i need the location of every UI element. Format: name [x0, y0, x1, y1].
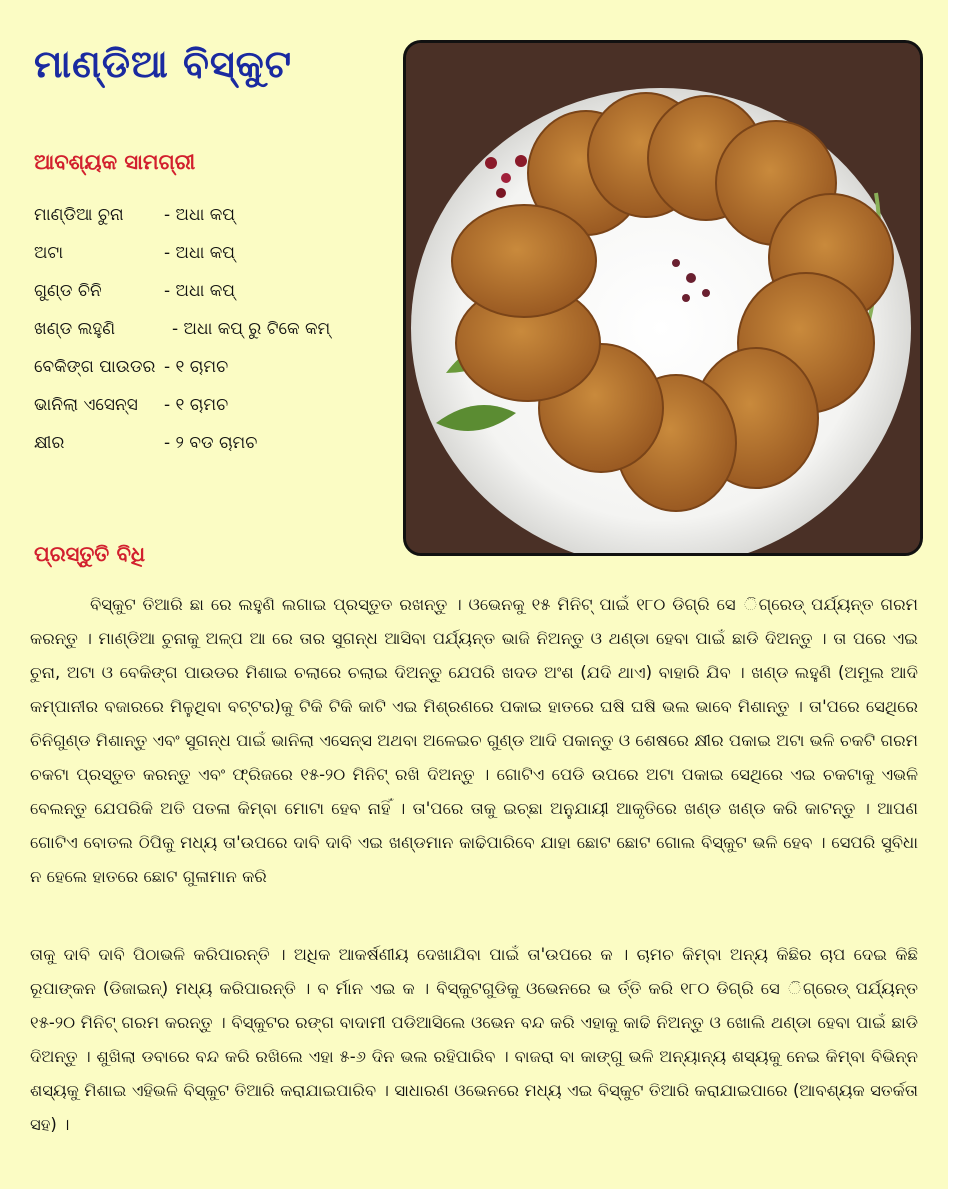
ingredient-item — [34, 234, 330, 272]
method-paragraph: ବିସ୍କୁଟ ତିଆରି ଛା ରେ ଲହୁଣି ଲଗାଇ ପ୍ରସ୍ତୁତ ରଖନ୍ତୁ । ଓଭେନକୁ ୧୫ ମିନିଟ୍ ପାଇଁ ୧୮୦ ଡିଗ୍ରି ସେ ିଗ୍ରେଡ୍ ପର୍ଯ୍ୟନ୍ତ ଗରମ କରନ୍ତୁ । ମାଣ୍ଡିଆ ଚୁନାକୁ ଅଳ୍ପ ଆ ରେ ତାର ସୁଗନ୍ଧ ଆସିବା ପର୍ଯ୍ୟନ୍ତ ଭାଜି ନିଅନ୍ତୁ ଓ ଥଣ୍ଡା ହେବା ପାଇଁ ଛାଡି ଦିଅନ୍ତୁ । ତା ପରେ ଏଇ ଚୁନା, ଅଟା ଓ ବେକିଙ୍ଗ ପାଉଡର ମିଶାଇ ଚଲାରେ ଚଲାଇ ଦିଅନ୍ତୁ ଯେପରି ଖଦଡ ଅଂଶ (ଯଦି ଥାଏ) ବାହାରି ଯିବ । ଖଣ୍ଡ ଲହୁଣି (ଅମୁଲ ଆଦି କମ୍ପାନୀର ବଜାରରେ ମିଳୁଥିବା ବଟ୍ଟର)କୁ ଟିକି ଟିକି କାଟି ଏଇ ମିଶ୍ରଣରେ ପକାଇ ହାତରେ ଘଷି ଘଷି ଭଲ ଭାବେ ମିଶାନ୍ତୁ । ତା'ପରେ ସେଥିରେ ଚିନିଗୁଣ୍ଡ ମିଶାନ୍ତୁ ଏବଂ ସୁଗନ୍ଧ ପାଇଁ ଭାନିଲା ଏସେନ୍ସ ଅଥବା ଅଳେଇଚ ଗୁଣ୍ଡ ଆଦି ପକାନ୍ତୁ ଓ ଶେଷରେ କ୍ଷୀର ପକାଇ ଅଟା ଭଳି ଚକଟି ଗରମ ଚକଟା ପ୍ରସ୍ତୁତ କରନ୍ତୁ ଏବଂ ଫ୍ରିଜରେ ୧୫-୨୦ ମିନିଟ୍ ରଖି ଦିଅନ୍ତୁ । ଗୋଟିଏ ପେଡି ଉପରେ ଅଟା ପକାଇ ସେଥିରେ ଏଇ ଚକଟାକୁ ଏଭଳି ବେଲନ୍ତୁ ଯେପରିକି ଅତି ପତଳା କିମ୍ବା ମୋଟା ହେବ ନାହିଁ । ତା'ପରେ ତାକୁ ଇଚ୍ଛା ଅନୁଯାୟୀ ଆକୃତିରେ ଖଣ୍ଡ ଖଣ୍ଡ କରି କାଟନ୍ତୁ । ଆପଣ ଗୋଟିଏ ବୋତଲ ଠିପିକୁ ମଧ୍ୟ ତା'ଉପରେ ଦାବି ଦାବି ଏଇ ଖଣ୍ଡମାନ କାଢିପାରିବେ ଯାହା ଛୋଟ ଛୋଟ ଗୋଲ ବିସ୍କୁଟ ଭଳି ହେବ । ସେପରି ସୁବିଧା ନ ହେଲେ ହାତରେ ଛୋଟ ଗୁଳାମାନ କରି — [30, 595, 918, 886]
ingredient-item — [34, 348, 330, 386]
right-margin-strip — [948, 0, 968, 1189]
ingredient-quantity: - ଅଧା କପ୍ — [164, 205, 236, 225]
berry-decoration — [501, 173, 511, 183]
page-title: ମାଣ୍ଡିଆ ବିସ୍କୁଟ — [34, 42, 293, 86]
ingredient-quantity: - ୨ ବଡ ଚାମଚ — [164, 433, 258, 453]
ingredients-list — [34, 196, 330, 462]
berry-decoration — [515, 155, 527, 167]
biscuit-photo — [403, 40, 923, 556]
ingredient-quantity: - ଅଧା କପ୍ ରୁ ଟିକେ କମ୍ — [172, 319, 331, 339]
ingredient-name: ଭାନିଲା ଏସେନ୍ସ — [34, 395, 138, 415]
ingredient-name: କ୍ଷୀର — [34, 433, 65, 453]
ingredient-quantity: - ଅଧା କପ୍ — [164, 243, 236, 263]
ingredient-item — [34, 424, 330, 462]
ingredient-item — [34, 310, 330, 348]
berry-decoration — [496, 188, 506, 198]
berry-decoration — [672, 259, 680, 267]
berry-decoration — [686, 273, 696, 283]
ingredient-item — [34, 196, 330, 234]
method-paragraph-continued: ତାକୁ ଦାବି ଦାବି ପିଠାଭଳି କରିପାରନ୍ତି । ଅଧିକ ଆକର୍ଷଣୀୟ ଦେଖାଯିବା ପାଇଁ ତା'ଉପରେ କ । ଚାମଚ କିମ୍ବା ଅନ୍ୟ କିଛିର ଚାପ ଦେଇ କିଛି ରୂପାଙ୍କନ (ଡିଜାଇନ୍) ମଧ୍ୟ କରିପାରନ୍ତି । ବ ର୍ମାନ ଏଇ କ । ବିସ୍କୁଟଗୁଡିକୁ ଓଭେନରେ ଭ ର୍ତ୍ତି କରି ୧୮୦ ଡିଗ୍ରି ସେ ିଗ୍ରେଡ୍ ପର୍ଯ୍ୟନ୍ତ ୧୫-୨୦ ମିନିଟ୍ ଗରମ କରନ୍ତୁ । ବିସ୍କୁଟର ରଙ୍ଗ ବାଦାମୀ ପଡିଆସିଲେ ଓଭେନ ବନ୍ଦ କରି ଏହାକୁ କାଢି ନିଅନ୍ତୁ ଓ ଖୋଲି ଥଣ୍ଡା ହେବା ପାଇଁ ଛାଡି ଦିଅନ୍ତୁ । ଶୁଖିଲା ଡବାରେ ବନ୍ଦ କରି ରଖିଲେ ଏହା ୫-୬ ଦିନ ଭଲ ରହିପାରିବ । ବାଜରା ବା କାଙ୍ଗୁ ଭଳି ଅନ୍ୟାନ୍ୟ ଶସ୍ୟକୁ ନେଇ କିମ୍ବା ବିଭିନ୍ନ ଶସ୍ୟକୁ ମିଶାଇ ଏହିଭଳି ବିସ୍କୁଟ ତିଆରି କରାଯାଇପାରିବ । ସାଧାରଣ ଓଭେନରେ ମଧ୍ୟ ଏଇ ବିସ୍କୁଟ ତିଆରି କରାଯାଇପାରେ (ଆବଶ୍ୟକ ସତର୍କତା ସହ) । — [30, 945, 918, 1134]
ingredient-name: ଖଣ୍ଡ ଲହୁଣି — [34, 319, 116, 339]
ingredient-item — [34, 272, 330, 310]
biscuit-plate-illustration — [406, 43, 920, 553]
berry-decoration — [702, 289, 710, 297]
ingredient-name: ବେକିଙ୍ଗ ପାଉଡର — [34, 357, 156, 377]
biscuit — [452, 205, 596, 317]
ingredient-quantity: - ୧ ଚାମଚ — [164, 395, 229, 415]
ingredient-name: ଗୁଣ୍ଡ ଚିନି — [34, 281, 102, 301]
ingredient-name: ଅଟା — [34, 243, 64, 263]
berry-decoration — [485, 157, 497, 169]
ingredient-quantity: - ୧ ଚାମଚ — [164, 357, 229, 377]
ingredient-name: ମାଣ୍ଡିଆ ଚୁନା — [34, 205, 124, 225]
berry-decoration — [682, 294, 690, 302]
ingredients-heading: ଆବଶ୍ୟକ ସାମଗ୍ରୀ — [34, 150, 196, 174]
ingredient-quantity: - ଅଧା କପ୍ — [164, 281, 236, 301]
method-heading: ପ୍ରସ୍ତୁତି ବିଧି — [34, 542, 146, 566]
ingredient-item — [34, 386, 330, 424]
